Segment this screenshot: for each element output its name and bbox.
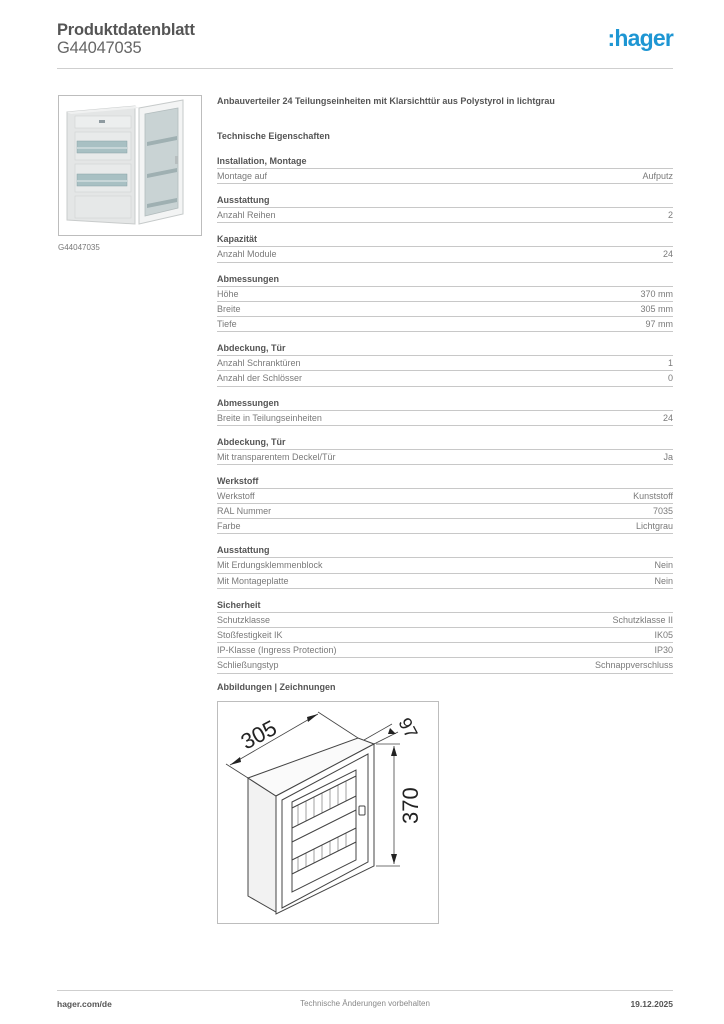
- property-label: Mit Montageplatte: [217, 575, 289, 586]
- property-row: [217, 356, 673, 371]
- product-photo: [58, 95, 202, 236]
- property-label: Höhe: [217, 288, 239, 299]
- section-sicherheit: [217, 599, 673, 674]
- property-row: [217, 613, 673, 628]
- technical-data: [217, 95, 673, 684]
- property-value: IP30: [654, 645, 673, 656]
- product-description: Anbauverteiler 24 Teilungseinheiten mit Klarsichttür aus Polystyrol in lichtgrau: [217, 96, 555, 106]
- section-title: Abdeckung, Tür: [217, 342, 673, 356]
- property-value: 1: [667, 358, 673, 369]
- section-abmessungen-te: [217, 397, 673, 426]
- property-row: [217, 287, 673, 302]
- property-label: RAL Nummer: [217, 506, 272, 517]
- drawings-heading: Abbildungen | Zeichnungen: [217, 682, 336, 692]
- technical-properties-heading: Technische Eigenschaften: [217, 131, 330, 141]
- depth-dimension-label: 97: [394, 714, 422, 742]
- property-label: Anzahl Module: [217, 249, 277, 260]
- section-title: Sicherheit: [217, 599, 673, 613]
- property-value: Schutzklasse II: [612, 614, 673, 625]
- section-werkstoff: [217, 475, 673, 535]
- dimension-drawing-icon: [218, 702, 438, 923]
- footer-notice: Technische Änderungen vorbehalten: [300, 999, 430, 1008]
- property-label: Anzahl der Schlösser: [217, 373, 303, 384]
- property-value: Aufputz: [642, 171, 673, 181]
- property-row: [217, 504, 673, 519]
- property-label: Anzahl Reihen: [217, 210, 276, 221]
- property-label: Stoßfestigkeit IK: [217, 630, 283, 640]
- property-row: [217, 628, 673, 643]
- property-value: 24: [662, 249, 673, 260]
- document-title: Produktdatenblatt: [57, 21, 195, 39]
- property-value: Ja: [663, 451, 673, 462]
- section-ausstattung-2: [217, 544, 673, 588]
- property-value: Kunststoff: [633, 490, 673, 501]
- property-row: [217, 371, 673, 386]
- property-row: [217, 169, 673, 184]
- property-label: Tiefe: [217, 318, 237, 329]
- product-number: G44047035: [57, 39, 142, 57]
- property-value: Schnappverschluss: [594, 660, 673, 671]
- property-row: [217, 489, 673, 504]
- property-row: [217, 247, 673, 262]
- section-ausstattung: [217, 194, 673, 223]
- section-title: Installation, Montage: [217, 155, 673, 169]
- property-label: Farbe: [217, 521, 241, 532]
- page-footer: [57, 990, 673, 1014]
- section-title: Abmessungen: [217, 273, 673, 287]
- property-label: Montage auf: [217, 171, 268, 181]
- property-row: [217, 411, 673, 426]
- distribution-board-photo-icon: [59, 96, 202, 236]
- property-row: [217, 317, 673, 332]
- section-title: Kapazität: [217, 233, 673, 247]
- property-row: [217, 208, 673, 223]
- section-abmessungen: [217, 273, 673, 333]
- property-value: 0: [667, 373, 673, 384]
- property-label: Schließungstyp: [217, 660, 279, 671]
- property-row: [217, 643, 673, 658]
- section-title: Ausstattung: [217, 544, 673, 558]
- property-value: IK05: [654, 630, 673, 640]
- property-value: 305 mm: [640, 303, 673, 314]
- property-label: Mit Erdungsklemmenblock: [217, 560, 323, 571]
- section-installation: [217, 155, 673, 184]
- property-label: Breite: [217, 303, 241, 314]
- property-label: Mit transparentem Deckel/Tür: [217, 451, 336, 462]
- property-value: Nein: [654, 575, 673, 586]
- property-label: IP-Klasse (Ingress Protection): [217, 645, 337, 656]
- section-title: Abmessungen: [217, 397, 673, 411]
- property-row: [217, 302, 673, 317]
- property-row: [217, 574, 673, 589]
- property-value: Nein: [654, 560, 673, 571]
- section-title: Abdeckung, Tür: [217, 436, 673, 450]
- section-kapazitaet: [217, 233, 673, 262]
- hager-logo: :hager: [607, 25, 673, 51]
- website-link[interactable]: hager.com/de: [57, 999, 112, 1009]
- height-dimension-label: 370: [398, 787, 423, 824]
- footer-date: 19.12.2025: [630, 999, 673, 1009]
- property-value: 7035: [652, 506, 673, 517]
- property-label: Anzahl Schranktüren: [217, 358, 301, 369]
- page-header: [57, 21, 673, 69]
- width-dimension-label: 305: [236, 715, 281, 755]
- property-value: Lichtgrau: [635, 521, 673, 532]
- property-value: 24: [662, 412, 673, 423]
- property-value: 2: [667, 210, 673, 221]
- section-abdeckung-transparent: [217, 436, 673, 465]
- property-label: Werkstoff: [217, 490, 255, 501]
- image-caption: G44047035: [58, 243, 100, 252]
- section-title: Werkstoff: [217, 475, 673, 489]
- section-abdeckung-tuer: [217, 342, 673, 386]
- dimension-drawing: [217, 701, 439, 924]
- section-title: Ausstattung: [217, 194, 673, 208]
- property-row: [217, 658, 673, 673]
- property-row: [217, 558, 673, 573]
- property-row: [217, 450, 673, 465]
- property-value: 370 mm: [640, 288, 673, 299]
- property-row: [217, 519, 673, 534]
- property-value: 97 mm: [645, 318, 673, 329]
- property-label: Schutzklasse: [217, 614, 271, 625]
- property-label: Breite in Teilungseinheiten: [217, 412, 322, 423]
